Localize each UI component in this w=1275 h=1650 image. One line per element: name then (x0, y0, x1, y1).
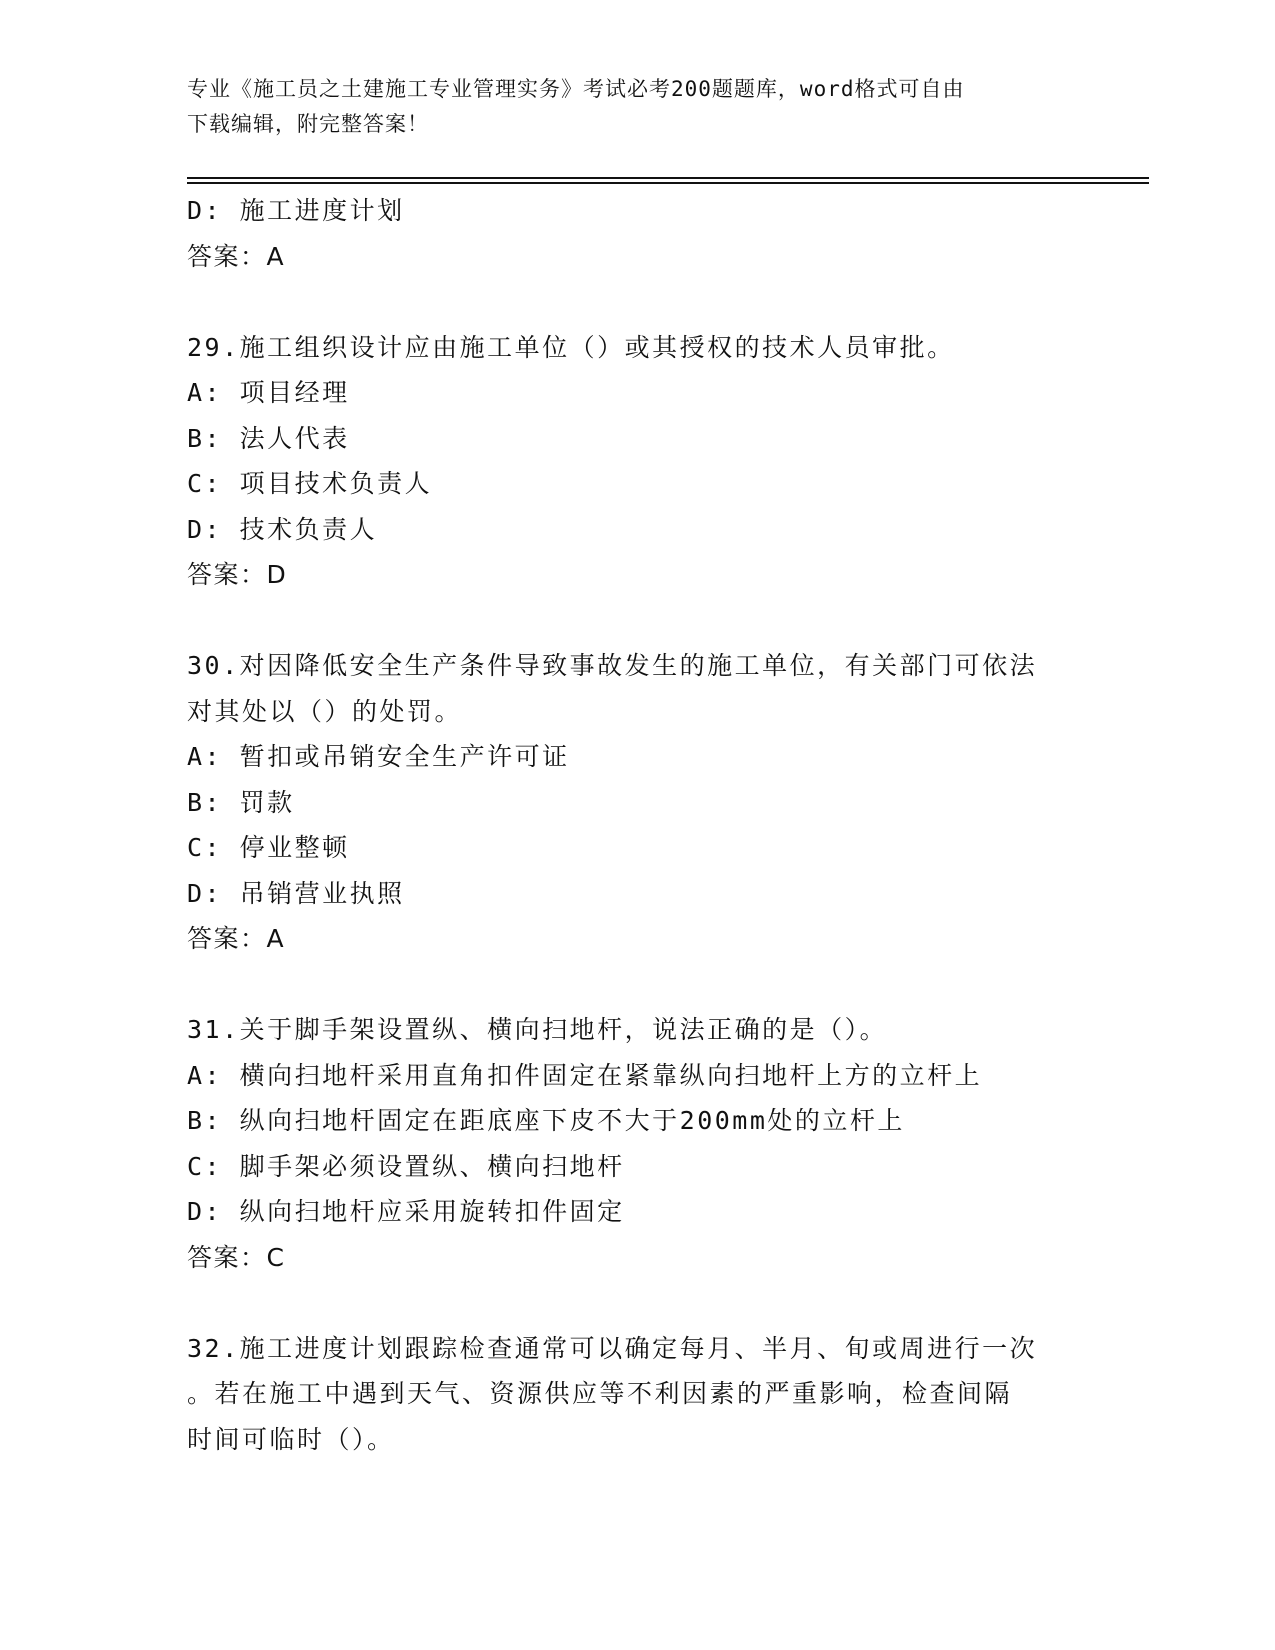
question-stem: 31.关于脚手架设置纵、横向扫地杆，说法正确的是（）。 (187, 1015, 888, 1044)
question-stem-line-3: 时间可临时（）。 (187, 1424, 395, 1454)
option-d: D: 吊销营业执照 (187, 878, 405, 908)
option-b: B: 法人代表 (187, 423, 350, 453)
question-stem-line-2: 。若在施工中遇到天气、资源供应等不利因素的严重影响，检查间隔 (187, 1379, 1013, 1408)
option-d: D: 技术负责人 (187, 514, 378, 544)
answer: 答案：A (187, 924, 286, 953)
option-c: C: 脚手架必须设置纵、横向扫地杆 (187, 1151, 625, 1181)
option-d: D: 纵向扫地杆应采用旋转扣件固定 (187, 1197, 625, 1226)
header-divider-bottom (187, 182, 1149, 184)
question-31 (187, 1007, 1087, 1280)
spacer (187, 962, 1087, 1008)
header-line-2: 下载编辑，附完整答案！ (187, 112, 429, 136)
header-line-1: 专业《施工员之土建施工专业管理实务》考试必考200题题库，word格式可自由 (187, 77, 965, 101)
question-29 (187, 325, 1087, 598)
option-c: C: 停业整顿 (187, 833, 350, 862)
option-c: C: 项目技术负责人 (187, 469, 433, 498)
question-list (187, 188, 1087, 1462)
header-divider-top (187, 177, 1149, 179)
option-a: A: 暂扣或吊销安全生产许可证 (187, 742, 570, 771)
question-stem: 29.施工组织设计应由施工单位（）或其授权的技术人员审批。 (187, 332, 955, 362)
option-b: B: 罚款 (187, 787, 295, 817)
question-30 (187, 643, 1087, 962)
question-stem-line-1: 32.施工进度计划跟踪检查通常可以确定每月、半月、旬或周进行一次 (187, 1333, 1038, 1363)
option-d: D: 施工进度计划 (187, 196, 405, 225)
question-stem-line-1: 30.对因降低安全生产条件导致事故发生的施工单位，有关部门可依法 (187, 651, 1038, 680)
page-header (187, 72, 1067, 142)
option-a: A: 横向扫地杆采用直角扣件固定在紧靠纵向扫地杆上方的立杆上 (187, 1060, 983, 1090)
question-32 (187, 1326, 1087, 1463)
option-b: B: 纵向扫地杆固定在距底座下皮不大于200mm处的立杆上 (187, 1106, 905, 1135)
question-28 (187, 188, 1087, 279)
answer: 答案：A (187, 241, 286, 271)
option-a: A: 项目经理 (187, 378, 350, 407)
spacer (187, 279, 1087, 325)
spacer (187, 1280, 1087, 1326)
spacer (187, 598, 1087, 644)
question-stem-line-2: 对其处以（）的处罚。 (187, 696, 463, 726)
answer: 答案：D (187, 560, 288, 589)
answer: 答案：C (187, 1242, 286, 1272)
